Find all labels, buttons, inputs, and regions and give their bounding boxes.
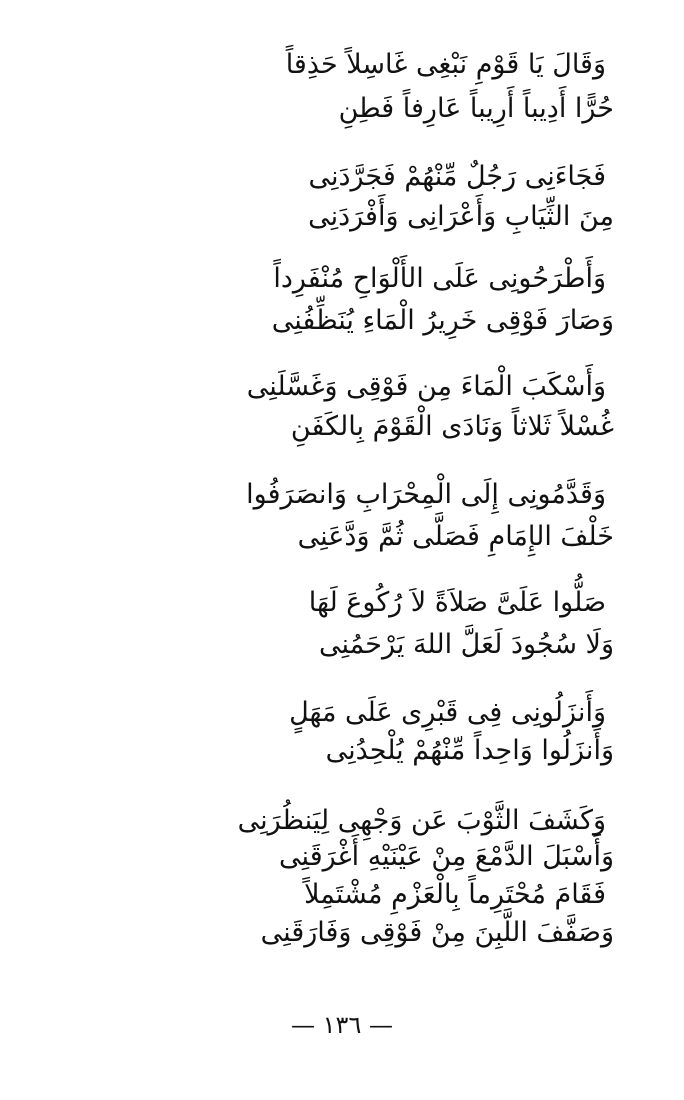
verse-3-second-hemistich: وَصَارَ فَوْقِى خَرِيرُ الْمَاءِ يُنَظِّفُنِى [271,305,614,336]
verse-3-first-hemistich: وَأَطْرَحُونِى عَلَى الأَلْوَاحِ مُنْفَرِداً [273,263,606,294]
verse-7-second-hemistich: وَأَنزَلُوا وَاحِداً مِّنْهُمْ يُلْحِدُنِى [325,735,614,766]
verse-2-first-hemistich: فَجَاءَنِى رَجُلٌ مِّنْهُمْ فَجَرَّدَنِى [308,161,606,192]
verse-7-first-hemistich: وَأَنزَلُونِى فِى قَبْرِى عَلَى مَهَلٍ [289,697,606,728]
verse-2-second-hemistich: مِنَ الثِّيَابِ وَأَعْرَانِى وَأَفْرَدَنِى [308,201,614,232]
verse-5-second-hemistich: خَلْفَ الإِمَامِ فَصَلَّى ثُمَّ وَدَّعَنِى [297,521,614,552]
verse-8-second-hemistich: وَأَسْبَلَ الدَّمْعَ مِنْ عَيْنَيْهِ أَغْرَقَنِى [279,841,614,872]
verse-6-second-hemistich: وَلَا سُجُودَ لَعَلَّ اللهَ يَرْحَمُنِى [319,629,614,660]
verse-6-first-hemistich: صَلُّوا عَلَىَّ صَلاَةً لاَ رُكُوعَ لَهَا [308,587,606,618]
verse-5-first-hemistich: وَقَدَّمُونِى إِلَى الْمِحْرَابِ وَانصَرَفُوا [246,479,606,510]
verse-4-second-hemistich: غُسْلاً ثَلاثاً وَنَادَى الْقَوْمَ بِالكَفَنِ [290,411,614,442]
verse-1-second-hemistich: حُرًّا أَدِيباً أَرِيباً عَارِفاً فَطِنِ [338,93,614,124]
verse-1-first-hemistich: وَقَالَ يَا قَوْمِ نَبْغِى غَاسِلاً حَذِقاً [285,49,606,80]
verse-4-first-hemistich: وَأَسْكَبَ الْمَاءَ مِن فَوْقِى وَغَسَّلَنِى [246,371,606,402]
verse-9-first-hemistich: فَقَامَ مُحْتَرِماً بِالْعَزْمِ مُشْتَمِلاً [304,879,606,910]
verse-8-first-hemistich: وَكَشَفَ الثَّوْبَ عَن وَجْهِى لِيَنظُرَنِى [237,805,606,836]
page-number: — ١٣٦ — [291,1011,393,1039]
verse-9-second-hemistich: وَصَفَّفَ اللَّبِنَ مِنْ فَوْقِى وَفَارَقَنِى [260,917,614,948]
